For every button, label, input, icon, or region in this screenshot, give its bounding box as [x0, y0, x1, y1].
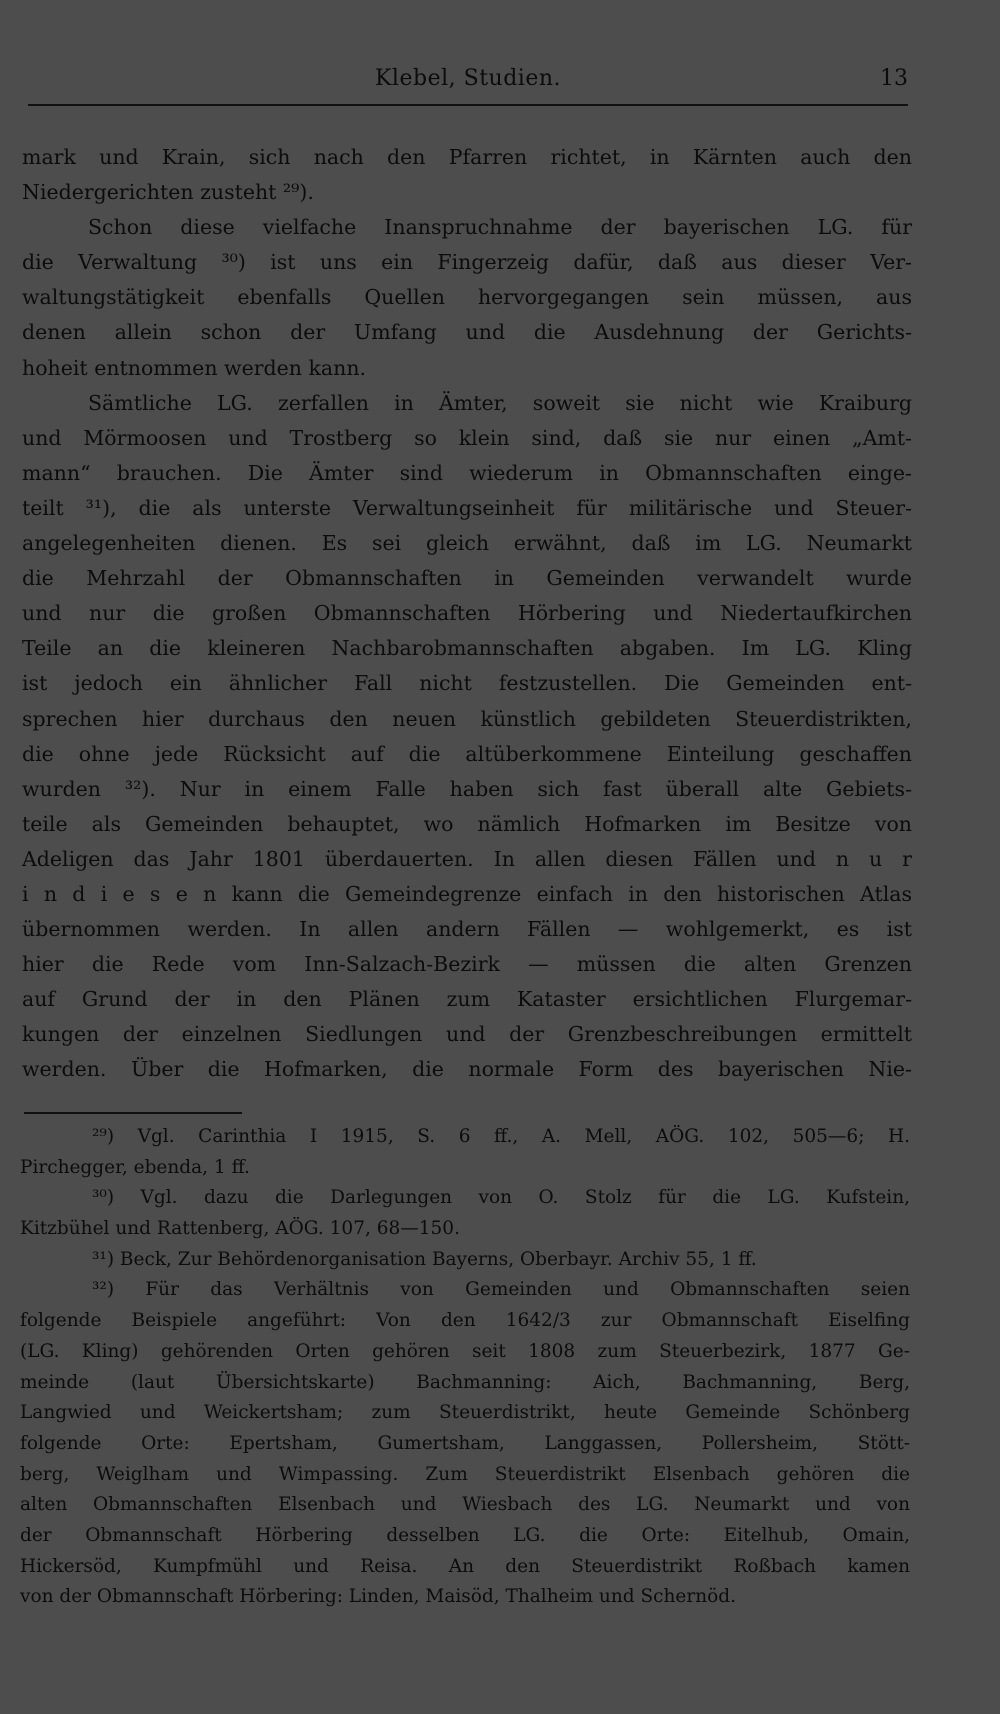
footnote-line: (LG. Kling) gehörenden Orten gehören seit 1808 zum Steuerbezirk, 1877 Ge-: [20, 1340, 910, 1362]
footnote-line: folgende Beispiele angeführt: Von den 1642/3 zur Obmannschaft Eiselfing: [20, 1310, 910, 1332]
body-line: Schon diese vielfache Inanspruchnahme der bayerischen LG. für: [88, 215, 912, 240]
body-line: hoheit entnommen werden kann.: [22, 355, 367, 380]
body-line: mark und Krain, sich nach den Pfarren richtet, in Kärnten auch den: [22, 145, 912, 169]
body-line: teile als Gemeinden behauptet, wo nämlich Hofmarken im Besitze von: [22, 811, 912, 836]
body-line: Niedergerichten zusteht ²⁹).: [22, 180, 314, 205]
body-line: die ohne jede Rücksicht auf die altüberkommene Einteilung geschaffen: [22, 741, 912, 766]
body-line: wurden ³²). Nur in einem Falle haben sich fast überall alte Gebiets-: [22, 776, 912, 801]
footnote-line: meinde (laut Übersichtskarte) Bachmanning: Aich, Bachmanning, Berg,: [20, 1371, 910, 1393]
body-line: kungen der einzelnen Siedlungen und der Grenzbeschreibungen ermittelt: [22, 1022, 912, 1047]
body-line: Teile an die kleineren Nachbarobmannschaften abgaben. Im LG. Kling: [22, 636, 912, 661]
running-header: [28, 62, 908, 98]
footnote-line: ³²) Für das Verhältnis von Gemeinden und Obmannschaften seien: [92, 1279, 910, 1301]
body-line: i n d i e s e n kann die Gemeindegrenze einfach in den historischen Atlas: [22, 881, 912, 906]
footnote-rule: [24, 1112, 242, 1114]
body-line: werden. Über die Hofmarken, die normale Form des bayerischen Nie-: [22, 1057, 912, 1082]
body-line: sprechen hier durchaus den neuen künstlich gebildeten Steuerdistrikten,: [22, 706, 912, 731]
body-line: die Verwaltung ³⁰) ist uns ein Fingerzeig dafür, daß aus dieser Ver-: [22, 250, 912, 275]
header-rule: [28, 104, 908, 106]
footnote-line: alten Obmannschaften Elsenbach und Wiesbach des LG. Neumarkt und von: [20, 1494, 910, 1516]
footnote-line: ³⁰) Vgl. dazu die Darlegungen von O. Stolz für die LG. Kufstein,: [92, 1187, 910, 1209]
footnote-line: Langwied und Weickertsham; zum Steuerdistrikt, heute Gemeinde Schönberg: [20, 1402, 910, 1424]
footnote-line: Hickersöd, Kumpfmühl und Reisa. An den Steuerdistrikt Roßbach kamen: [20, 1555, 910, 1577]
body-text: [22, 140, 912, 1088]
body-line: Adeligen das Jahr 1801 überdauerten. In allen diesen Fällen und n u r: [22, 846, 912, 871]
body-line: die Mehrzahl der Obmannschaften in Gemeinden verwandelt wurde: [22, 566, 912, 591]
footnote-line: berg, Weiglham und Wimpassing. Zum Steuerdistrikt Elsenbach gehören die: [20, 1463, 910, 1485]
body-line: mann“ brauchen. Die Ämter sind wiederum in Obmannschaften einge-: [22, 460, 912, 485]
body-line: und Mörmoosen und Trostberg so klein sind, daß sie nur einen „Amt-: [22, 425, 912, 450]
footnote-line: von der Obmannschaft Hörbering: Linden, Maisöd, Thalheim und Schernöd.: [20, 1586, 736, 1608]
body-line: ist jedoch ein ähnlicher Fall nicht festzustellen. Die Gemeinden ent-: [22, 671, 912, 696]
footnote-line: ³¹) Beck, Zur Behördenorganisation Bayerns, Oberbayr. Archiv 55, 1 ff.: [92, 1248, 757, 1270]
footnote-line: ²⁹) Vgl. Carinthia I 1915, S. 6 ff., A. Mell, AÖG. 102, 505—6; H.: [92, 1126, 910, 1147]
footnote-line: Pirchegger, ebenda, 1 ff.: [20, 1156, 250, 1178]
body-line: hier die Rede vom Inn-Salzach-Bezirk — müssen die alten Grenzen: [22, 952, 912, 977]
footnote-line: Kitzbühel und Rattenberg, AÖG. 107, 68—150.: [20, 1218, 460, 1240]
footnotes: [20, 1122, 910, 1613]
body-line: teilt ³¹), die als unterste Verwaltungseinheit für militärische und Steuer-: [22, 495, 912, 520]
footnote-line: der Obmannschaft Hörbering desselben LG. die Orte: Eitelhub, Omain,: [20, 1524, 910, 1546]
body-line: angelegenheiten dienen. Es sei gleich erwähnt, daß im LG. Neumarkt: [22, 531, 912, 556]
body-line: Sämtliche LG. zerfallen in Ämter, soweit sie nicht wie Kraiburg: [88, 390, 912, 415]
body-line: übernommen werden. In allen andern Fällen — wohlgemerkt, es ist: [22, 917, 912, 942]
footnote-line: folgende Orte: Epertsham, Gumertsham, Langgassen, Pollersheim, Stött-: [20, 1432, 910, 1454]
header-title: Klebel, Studien.: [375, 66, 561, 91]
page-number: 13: [880, 66, 908, 91]
body-line: auf Grund der in den Plänen zum Kataster ersichtlichen Flurgemar-: [22, 987, 912, 1012]
body-line: waltungstätigkeit ebenfalls Quellen hervorgegangen sein müssen, aus: [22, 285, 912, 310]
body-line: denen allein schon der Umfang und die Ausdehnung der Gerichts-: [22, 320, 912, 345]
body-line: und nur die großen Obmannschaften Hörbering und Niedertaufkirchen: [22, 601, 912, 626]
